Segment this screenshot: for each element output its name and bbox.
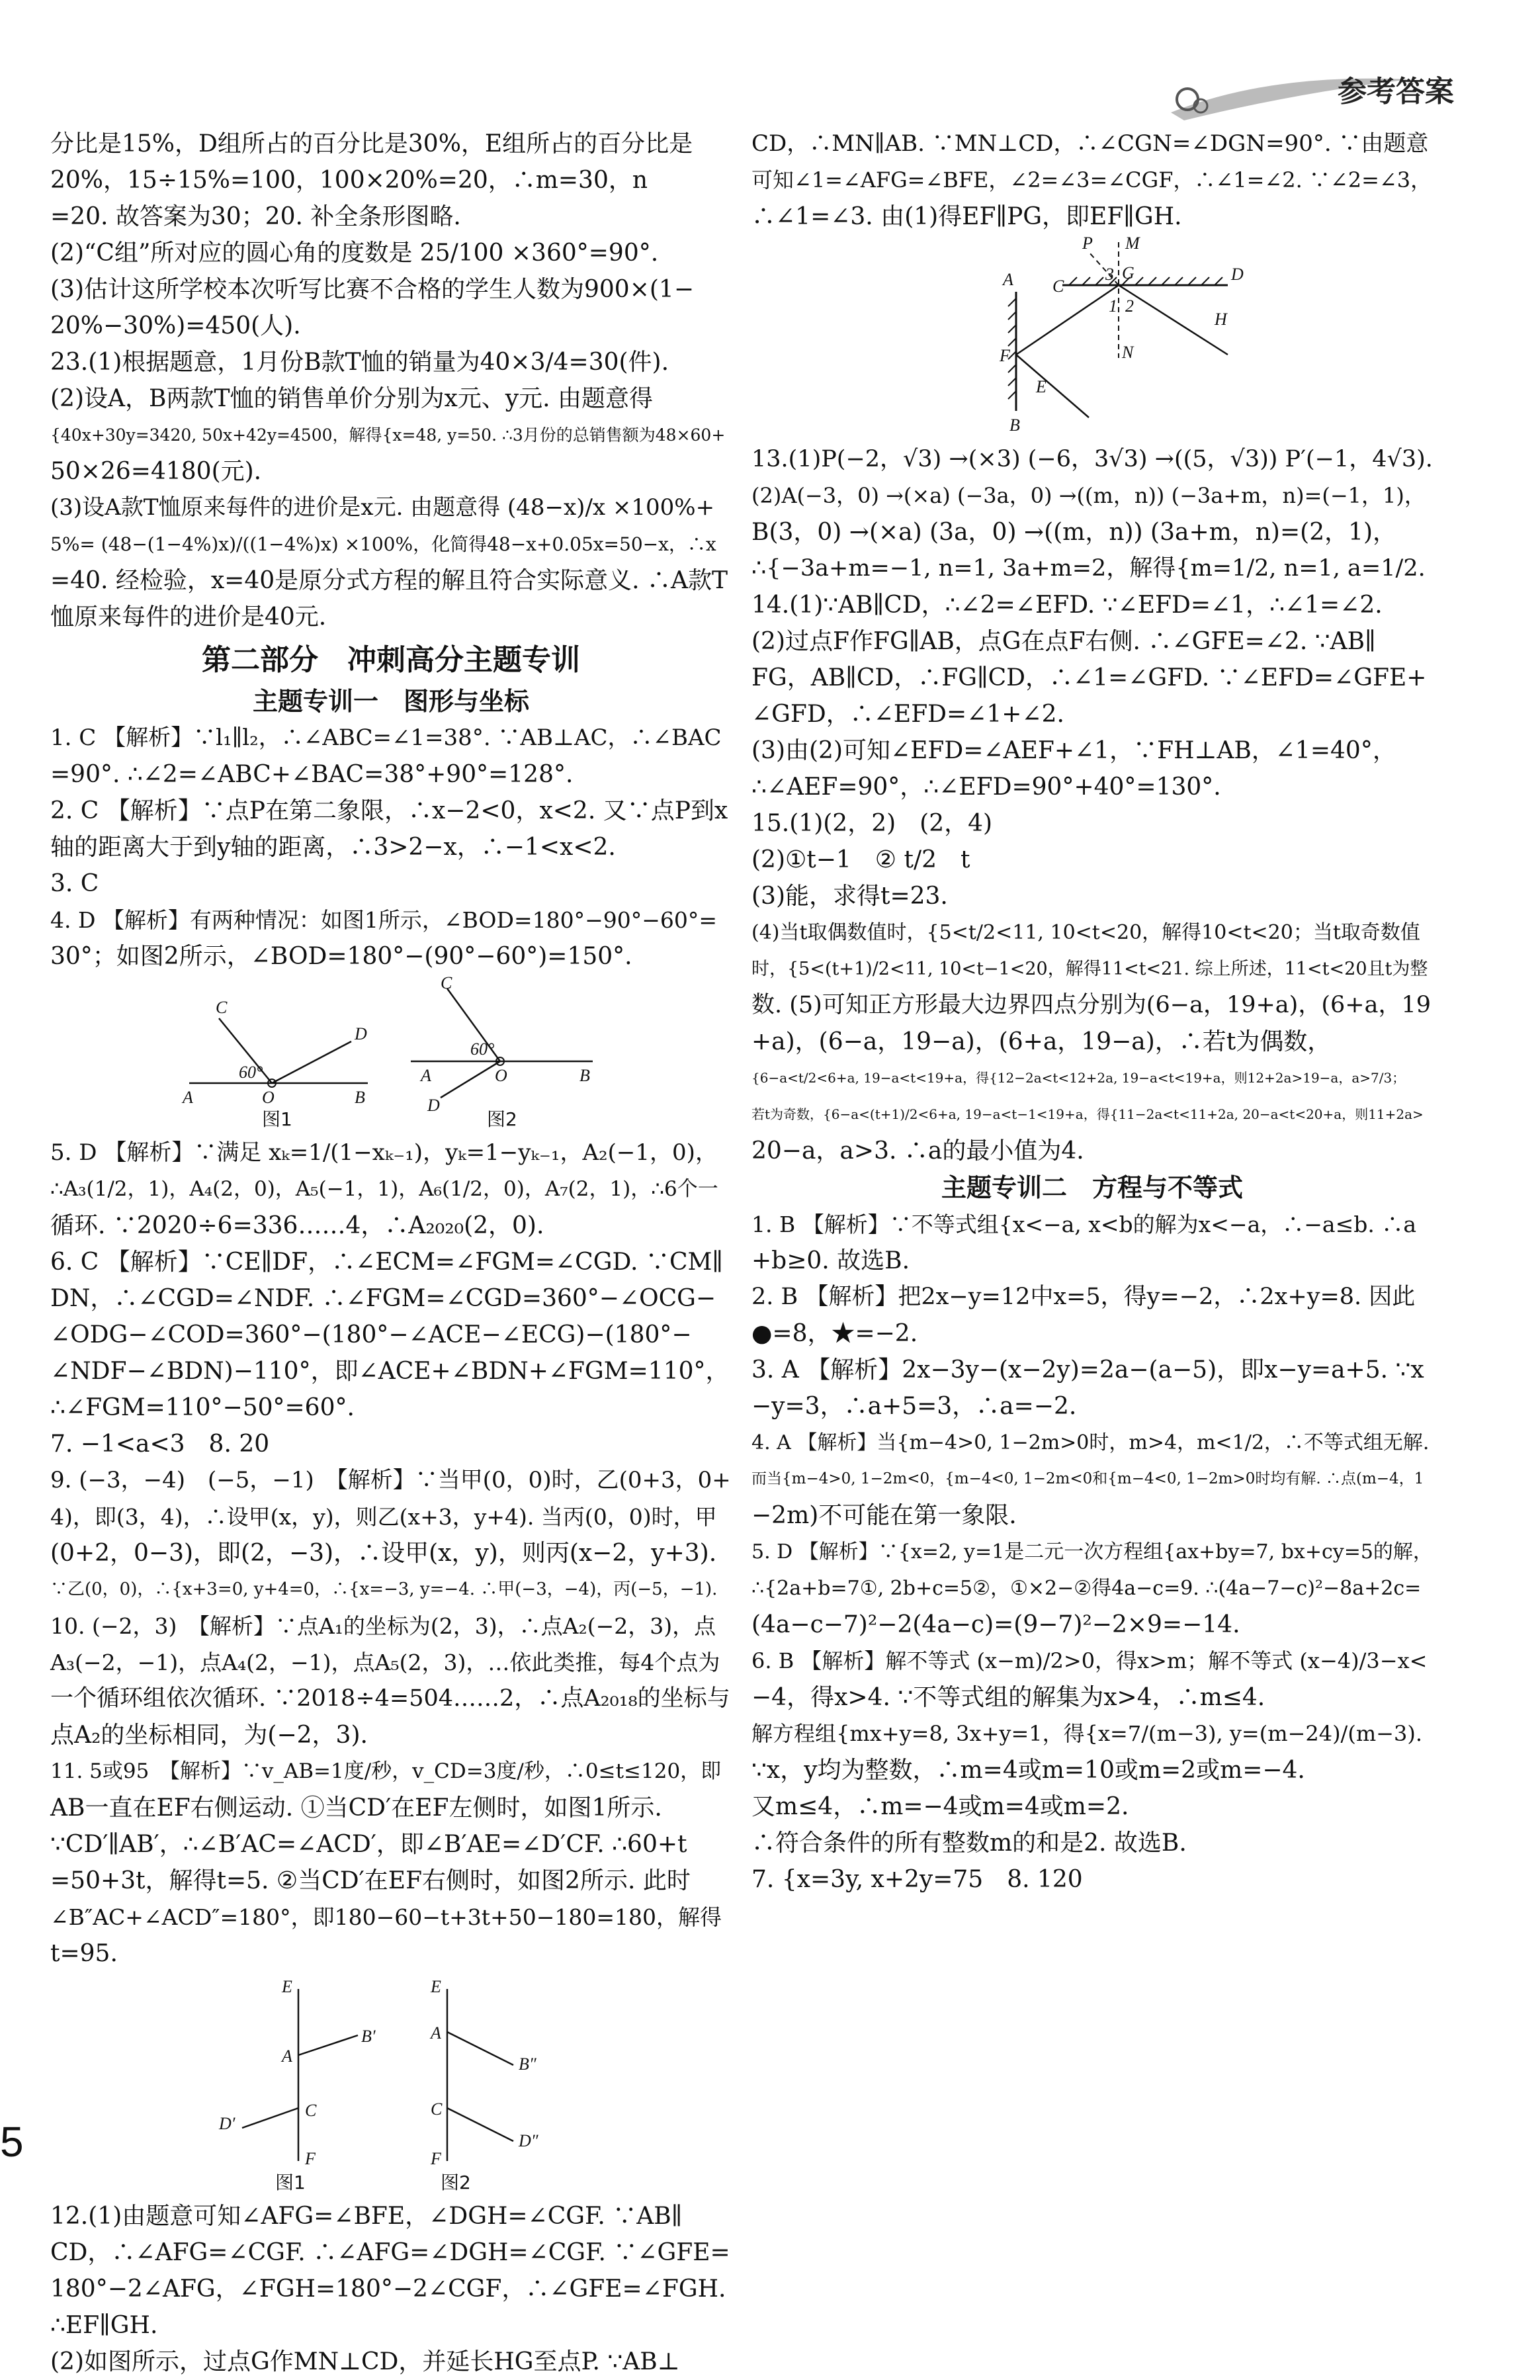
- text-line: 30°；如图2所示，∠BOD=180°−(90°−60°)=150°.: [50, 943, 632, 970]
- fig1-label-D: D: [355, 1024, 367, 1043]
- text-line: (3)估计这所学校本次听写比赛不合格的学生人数为900×(1−: [50, 276, 694, 303]
- text-line: 20−a，a>3. ∴a的最小值为4.: [751, 1137, 1084, 1165]
- text-line: 6. C 【解析】∵CE∥DF，∴∠ECM=∠FGM=∠CGD. ∵CM∥: [50, 1249, 723, 1276]
- text-line: 9. (−3，−4) (−5，−1) 【解析】∵当甲(0，0)时，乙(0+3，0+: [50, 1467, 731, 1493]
- text-line: ∴{2a+b=7①, 2b+c=5②，①×2−②得4a−c=9. ∴(4a−7−c)²−8a+2c=: [751, 1577, 1422, 1600]
- text-line: 15.(1)(2，2) (2，4): [751, 810, 993, 837]
- text-line: +a)，(6−a，19−a)，(6+a，19−a)，∴若t为偶数，: [751, 1028, 1332, 1055]
- fig1-label-O: O: [262, 1088, 275, 1107]
- topic2-title: 主题专训二 方程与不等式: [941, 1173, 1243, 1202]
- text-line: t=95.: [50, 1940, 118, 1967]
- text-line: 2. C 【解析】∵点P在第二象限，∴x−2<0，x<2. 又∵点P到x: [50, 797, 728, 824]
- q11-fig2-label-E: E: [431, 1977, 441, 1996]
- q12-label-3: 3: [1105, 265, 1114, 284]
- text-line: 1. C 【解析】∵l₁∥l₂，∴∠ABC=∠1=38°. ∵AB⊥AC，∴∠BAC: [50, 725, 722, 751]
- figure-q12: [751, 234, 1413, 437]
- text-line: 20%−30%)=450(人).: [50, 312, 301, 339]
- text-line: CD，∴∠AFG=∠CGF. ∴∠AFG=∠DGH=∠CGF. ∵∠GFE=: [50, 2239, 730, 2266]
- q11-fig2-label-F: F: [431, 2149, 441, 2168]
- text-line: 4. D 【解析】有两种情况：如图1所示，∠BOD=180°−90°−60°=: [50, 907, 718, 933]
- text-line: 轴的距离大于到y轴的距离，∴3>2−x，∴−1<x<2.: [50, 834, 616, 861]
- text-line: 若t为奇数，{6−a<(t+1)/2<6+a, 19−a<t−1<19+a，得{11−2a<t<11+2a, 20−a<t<20+a，则11+2a>: [751, 1106, 1424, 1122]
- text-line: 50×26=4180(元).: [50, 458, 262, 485]
- right-answers-a: [751, 126, 1433, 235]
- part-title: 第二部分 冲刺高分主题专训: [202, 643, 580, 677]
- q12-label-N: N: [1122, 343, 1134, 362]
- text-line: 23.(1)根据题意，1月份B款T恤的销量为40×3/4=30(件).: [50, 349, 669, 376]
- q11-fig1-label-D: D′: [219, 2114, 235, 2133]
- q12-label-M: M: [1125, 234, 1140, 253]
- text-line: 一个循环组依次循环. ∵2018÷4=504……2，∴点A₂₀₁₈的坐标与: [50, 1685, 730, 1712]
- q12-label-2: 2: [1125, 296, 1134, 316]
- text-line: ∴∠AEF=90°，∴∠EFD=90°+40°=130°.: [751, 773, 1221, 801]
- text-line: ∵乙(0，0)，∴{x+3=0, y+4=0，∴{x=−3, y=−4. ∴甲(−3，−4)，丙(−5，−1).: [50, 1579, 718, 1599]
- q12-label-P: P: [1082, 234, 1093, 253]
- fig1-caption: 图1: [262, 1108, 292, 1130]
- text-line: =40. 经检验，x=40是原分式方程的解且符合实际意义. ∴A款T: [50, 567, 728, 594]
- q11-fig2-label-A: A: [431, 2023, 441, 2043]
- q11-fig1-label-F: F: [305, 2149, 316, 2168]
- text-line: 5. D 【解析】∵{x=2, y=1是二元一次方程组{ax+by=7, bx+cy=5的解，: [751, 1540, 1433, 1564]
- page-number: 5: [0, 2118, 24, 2166]
- text-line: 13.(1)P(−2，√3) →(×3) (−6，3√3) →((5，√3)) P′(−1，4√3).: [751, 446, 1433, 472]
- fig1-label-C: C: [216, 998, 228, 1017]
- text-line: (2)设A，B两款T恤的销售单价分别为x元、y元. 由题意得: [50, 385, 653, 412]
- left-answers-block: [50, 126, 732, 635]
- text-line: ●=8，★=−2.: [751, 1320, 918, 1347]
- text-line: (3)由(2)可知∠EFD=∠AEF+∠1，∵FH⊥AB，∠1=40°，: [751, 737, 1396, 764]
- topic1-title: 主题专训一 图形与坐标: [252, 687, 529, 716]
- text-line: ∠GFD，∴∠EFD=∠1+∠2.: [751, 701, 1064, 728]
- fig2-caption: 图2: [487, 1108, 517, 1130]
- text-line: 14.(1)∵AB∥CD，∴∠2=∠EFD. ∵∠EFD=∠1，∴∠1=∠2.: [751, 592, 1383, 619]
- text-line: =90°. ∴∠2=∠ABC+∠BAC=38°+90°=128°.: [50, 761, 574, 788]
- text-line: =50+3t，解得t=5. ②当CD′在EF右侧时，如图2所示. 此时: [50, 1867, 691, 1894]
- text-line: −y=3，∴a+5=3，∴a=−2.: [751, 1393, 1077, 1420]
- q11-fig1-label-B: B′: [361, 2027, 376, 2046]
- text-line: 7. −1<a<3 8. 20: [50, 1431, 270, 1458]
- fig1-angle-label: 60°: [239, 1063, 263, 1082]
- figure-q4: [50, 973, 712, 1131]
- text-line: 数. (5)可知正方形最大边界四点分别为(6−a，19+a)，(6+a，19: [751, 992, 1431, 1018]
- text-line: 5. D 【解析】∵满足 xₖ=1/(1−xₖ₋₁)，yₖ=1−yₖ₋₁，A₂(−1，0)，: [50, 1139, 718, 1166]
- text-line: ∴A₃(1/2，1)，A₄(2，0)，A₅(−1，1)，A₆(1/2，0)，A₇(2，1)，∴6个一: [50, 1177, 718, 1201]
- text-line: 5%= (48−(1−4%)x)/((1−4%)x) ×100%，化简得48−x+0.05x=50−x，∴x: [50, 533, 716, 555]
- text-line: 解方程组{mx+y=8, 3x+y=1，得{x=7/(m−3), y=(m−24)/(m−3).: [751, 1721, 1422, 1746]
- text-line: (2)过点F作FG∥AB，点G在点F右侧. ∴∠GFE=∠2. ∵AB∥: [751, 628, 1376, 655]
- fig1-label-A: A: [183, 1088, 193, 1107]
- text-line: =20. 故答案为30；20. 补全条形图略.: [50, 203, 461, 230]
- q11-fig1-label-E: E: [282, 1977, 292, 1996]
- text-line: AB一直在EF右侧运动. ①当CD′在EF左侧时，如图1所示.: [50, 1794, 662, 1822]
- text-line: 4)，即(3，4)，∴设甲(x，y)，则乙(x+3，y+4). 当丙(0，0)时，甲: [50, 1504, 717, 1530]
- q12-label-H: H: [1215, 310, 1227, 329]
- text-line: A₃(−2，−1)，点A₄(2，−1)，点A₅(2，3)，…依此类推，每4个点为: [50, 1650, 720, 1675]
- header-title: 参考答案: [1338, 75, 1454, 109]
- right-answers-b: [751, 441, 1433, 1169]
- text-line: ∵x，y均为整数，∴m=4或m=10或m=2或m=−4.: [751, 1757, 1305, 1784]
- text-line: 10. (−2，3) 【解析】∵点A₁的坐标为(2，3)，∴点A₂(−2，3)，点: [50, 1613, 716, 1639]
- text-line: 而当{m−4>0, 1−2m<0，{m−4<0, 1−2m<0和{m−4<0, 1−2m>0时均有解. ∴点(m−4，1: [751, 1470, 1424, 1487]
- text-line: ∠B″AC+∠ACD″=180°，即180−60−t+3t+50−180=180，解得: [50, 1904, 722, 1930]
- text-line: ∴∠1=∠3. 由(1)得EF∥PG，即EF∥GH.: [751, 203, 1182, 230]
- q12-label-D: D: [1231, 265, 1244, 284]
- text-line: (2)如图所示，过点G作MN⊥CD，并延长HG至点P. ∵AB⊥: [50, 2348, 680, 2375]
- text-line: {6−a<t/2<6+a, 19−a<t<19+a，得{12−2a<t<12+2a, 19−a<t<19+a，则12+2a>19−a，a>7/3；: [751, 1070, 1406, 1086]
- text-line: 恤原来每件的进价是40元.: [50, 603, 327, 631]
- text-line: (3)能，求得t=23.: [751, 883, 948, 910]
- text-line: FG，AB∥CD，∴FG∥CD，∴∠1=∠GFD. ∵∠EFD=∠GFE+: [751, 664, 1427, 691]
- fig2-label-A: A: [421, 1066, 431, 1085]
- topic1-answers-c: [50, 2198, 732, 2380]
- text-line: 7. {x=3y, x+2y=75 8. 120: [751, 1866, 1083, 1893]
- q12-label-1: 1: [1109, 296, 1117, 316]
- figure-q11: [50, 1976, 712, 2194]
- text-line: (4)当t取偶数值时，{5<t/2<11, 10<t<20，解得10<t<20；当t取奇数值: [751, 921, 1420, 944]
- text-line: 可知∠1=∠AFG=∠BFE，∠2=∠3=∠CGF，∴∠1=∠2. ∵∠2=∠3，: [751, 167, 1432, 193]
- q12-label-C: C: [1052, 277, 1064, 296]
- text-line: 3. A 【解析】2x−3y−(x−2y)=2a−(a−5)，即x−y=a+5. ∵x: [751, 1356, 1424, 1384]
- text-line: CD，∴MN∥AB. ∵MN⊥CD，∴∠CGN=∠DGN=90°. ∵由题意: [751, 130, 1429, 157]
- text-line: 12.(1)由题意可知∠AFG=∠BFE，∠DGH=∠CGF. ∵AB∥: [50, 2203, 683, 2230]
- text-line: +b≥0. 故选B.: [751, 1247, 910, 1274]
- topic1-answers-b: [50, 1135, 732, 1972]
- fig2-label-C: C: [441, 973, 452, 992]
- q12-label-B: B: [1009, 416, 1020, 435]
- q11-fig2-label-D: D″: [519, 2131, 538, 2150]
- fig2-angle-label: 60°: [470, 1039, 495, 1059]
- text-line: 3. C: [50, 870, 99, 897]
- q12-label-F: F: [1000, 346, 1010, 365]
- topic1-answers-a: [50, 720, 732, 975]
- q11-fig2-label-C: C: [431, 2099, 443, 2119]
- text-line: DN，∴∠CGD=∠NDF. ∴∠FGM=∠CGD=360°−∠OCG−: [50, 1285, 716, 1312]
- text-line: (2)“C组”所对应的圆心角的度数是 25/100 ×360°=90°.: [50, 240, 659, 267]
- text-line: −4，得x>4. ∵不等式组的解集为x>4，∴m≤4.: [751, 1684, 1265, 1711]
- q11-fig1-caption: 图1: [275, 2172, 306, 2193]
- text-line: 180°−2∠AFG，∠FGH=180°−2∠CGF，∴∠GFE=∠FGH.: [50, 2275, 726, 2303]
- text-line: 6. B 【解析】解不等式 (x−m)/2>0，得x>m；解不等式 (x−4)/3−x<: [751, 1648, 1428, 1673]
- text-line: ∴{−3a+m=−1, n=1, 3a+m=2，解得{m=1/2, n=1, a=1/2.: [751, 555, 1426, 582]
- left-column: [50, 126, 732, 2380]
- q11-fig1-label-C: C: [305, 2101, 317, 2120]
- fig2-label-B: B: [579, 1066, 590, 1085]
- text-line: ∠ODG−∠COD=360°−(180°−∠ACE−∠ECG)−(180°−: [50, 1321, 692, 1348]
- right-column: [751, 126, 1433, 1898]
- text-line: ∠NDF−∠BDN)−110°，即∠ACE+∠BDN+∠FGM=110°，: [50, 1358, 730, 1385]
- fig2-label-D: D: [427, 1096, 440, 1115]
- text-line: (0+2，0−3)，即(2，−3)，∴设甲(x，y)，则丙(x−2，y+3).: [50, 1540, 717, 1567]
- text-line: ∴EF∥GH.: [50, 2312, 158, 2339]
- q11-fig2-label-B: B″: [519, 2054, 536, 2074]
- text-line: 4. A 【解析】当{m−4>0, 1−2m>0时，m>4，m<1/2，∴不等式组无解.: [751, 1431, 1430, 1454]
- topic2-answers: [751, 1206, 1433, 1898]
- fig2-label-O: O: [495, 1066, 507, 1085]
- text-line: ∵CD′∥AB′，∴∠B′AC=∠ACD′，即∠B′AE=∠D′CF. ∴60+t: [50, 1831, 687, 1858]
- text-line: (4a−c−7)²−2(4a−c)=(9−7)²−2×9=−14.: [751, 1611, 1240, 1638]
- text-line: 2. B 【解析】把2x−y=12中x=5，得y=−2，∴2x+y=8. 因此: [751, 1284, 1416, 1310]
- text-line: 分比是15%，D组所占的百分比是30%，E组所占的百分比是: [50, 130, 693, 157]
- text-line: 点A₂的坐标相同，为(−2，3).: [50, 1722, 368, 1749]
- fig1-label-B: B: [355, 1088, 365, 1107]
- text-line: 循环. ∵2020÷6=336……4，∴A₂₀₂₀(2，0).: [50, 1212, 544, 1239]
- q12-label-G: G: [1122, 263, 1134, 283]
- q11-fig2-caption: 图2: [441, 2172, 471, 2193]
- text-line: 20%，15÷15%=100，100×20%=20，∴m=30，n: [50, 167, 648, 194]
- text-line: (2)①t−1 ② t/2 t: [751, 846, 970, 873]
- text-line: 11. 5或95 【解析】∵v_AB=1度/秒，v_CD=3度/秒，∴0≤t≤120，即: [50, 1759, 722, 1783]
- text-line: 又m≤4，∴m=−4或m=4或m=2.: [751, 1793, 1129, 1820]
- text-line: (2)A(−3，0) →(×a) (−3a，0) →((m，n)) (−3a+m，n)=(−1，1)，: [751, 483, 1426, 508]
- text-line: ∴符合条件的所有整数m的和是2. 故选B.: [751, 1829, 1187, 1857]
- text-line: B(3，0) →(×a) (3a，0) →((m，n)) (3a+m，n)=(2，1)，: [751, 519, 1397, 546]
- q11-fig1-label-A: A: [282, 2047, 292, 2066]
- text-line: (3)设A款T恤原来每件的进价是x元. 由题意得 (48−x)/x ×100%+: [50, 494, 715, 521]
- text-line: {40x+30y=3420, 50x+42y=4500，解得{x=48, y=50. ∴3月份的总销售额为48×60+: [50, 425, 726, 445]
- q12-label-E: E: [1036, 377, 1047, 396]
- text-line: ∴∠FGM=110°−50°=60°.: [50, 1394, 355, 1421]
- text-line: −2m)不可能在第一象限.: [751, 1502, 1017, 1529]
- q12-label-A: A: [1003, 270, 1013, 289]
- text-line: 1. B 【解析】∵不等式组{x<−a, x<b的解为x<−a，∴−a≤b. ∴a: [751, 1212, 1417, 1237]
- text-line: 时，{5<(t+1)/2<11, 10<t−1<20，解得11<t<21. 综上所述，11<t<20且t为整: [751, 959, 1428, 979]
